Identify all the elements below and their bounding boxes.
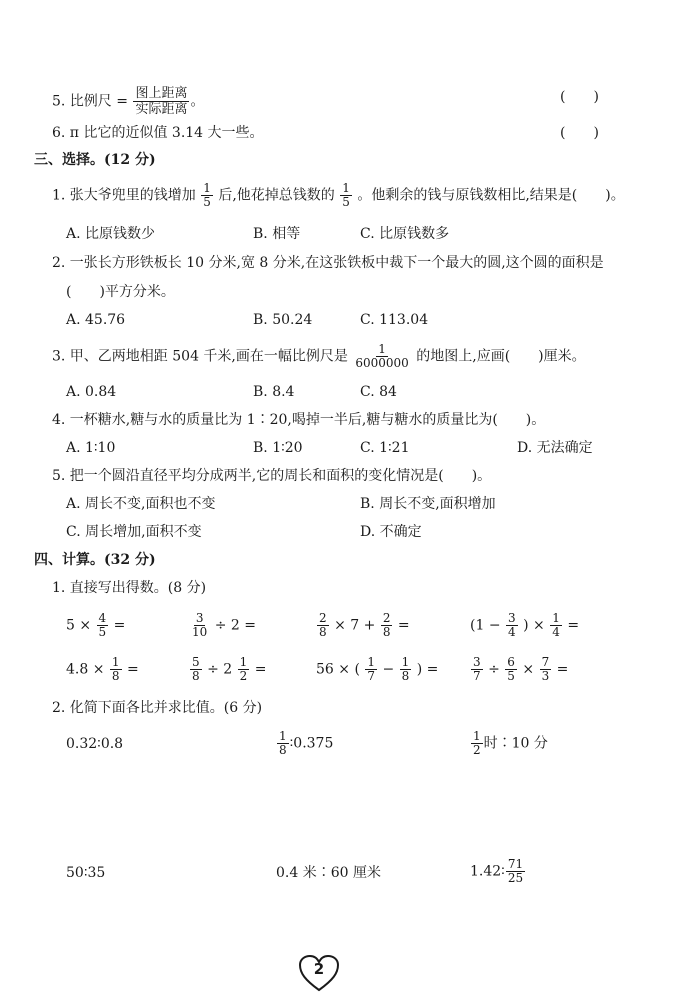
option-d[interactable]: D. 无法确定 xyxy=(517,440,593,456)
fraction: $\frac{1}{5}$ xyxy=(203,181,211,209)
calc-item: $\frac{3}{10}$ ÷ 2 = xyxy=(192,611,257,639)
choice-q4: 4. 一杯糖水,糖与水的质量比为 1∶20,喝掉一半后,糖与糖水的质量比为( )。 xyxy=(52,412,546,428)
page-number: 2 xyxy=(313,960,325,978)
fraction: $\frac{1}{7}$ xyxy=(367,655,376,683)
option-b[interactable]: B. 1∶20 xyxy=(253,440,303,456)
calc-item: 4.8 × $\frac{1}{8}$ = xyxy=(66,655,139,683)
judge-q5: 5. 比例尺 = $\frac{\text{图上距离}}{\text{实际距离}}$ 。 xyxy=(52,86,205,117)
option-d[interactable]: D. 不确定 xyxy=(360,524,422,540)
fraction: $\frac{4}{5}$ xyxy=(98,611,107,639)
fraction: $\frac{1}{8}$ xyxy=(111,655,120,683)
fraction: $\frac{3}{7}$ xyxy=(473,655,481,683)
judge-q6: 6. π 比它的近似值 3.14 大一些。 xyxy=(52,125,264,141)
ratio-item: 50∶35 xyxy=(66,865,106,881)
fraction: $\frac{2}{8}$ xyxy=(319,611,327,639)
section-title-calc: 四、计算。(32 分) xyxy=(34,552,156,568)
fraction: $\frac{7}{3}$ xyxy=(541,655,550,683)
option-c[interactable]: C. 周长增加,面积不变 xyxy=(66,524,202,540)
fraction: $\frac{2}{8}$ xyxy=(382,611,391,639)
fraction: $\frac{3}{10}$ xyxy=(192,611,208,639)
option-c[interactable]: C. 113.04 xyxy=(360,312,429,328)
fraction: $\frac{1}{4}$ xyxy=(552,611,560,639)
ratio-item: $\frac{1}{8}$ ∶0.375 xyxy=(279,729,334,757)
choice-q1: 1. 张大爷兜里的钱增加 $\frac{1}{5}$ 后,他花掉总钱数的 $\frac{1}{5}$ 。他剩余的钱与原钱数相比,结果是( )。 xyxy=(52,181,625,209)
calc-item: $\frac{5}{8}$ ÷ 2 $\frac{1}{2}$ = xyxy=(192,655,267,683)
answer-paren[interactable]: ( ) xyxy=(560,89,599,105)
calc-sub1: 1. 直接写出得数。(8 分) xyxy=(52,580,207,596)
choice-q3: 3. 甲、乙两地相距 504 千米,画在一幅比例尺是 $\frac{1}{6000000}$ 的地图上,应画( )厘米。 xyxy=(52,342,586,370)
choice-q2-line1: 2. 一张长方形铁板长 10 分米,宽 8 分米,在这张铁板中裁下一个最大的圆,这个圆的面积是 xyxy=(52,255,604,271)
answer-paren[interactable]: ( ) xyxy=(560,125,599,141)
calc-sub2: 2. 化简下面各比并求比值。(6 分) xyxy=(52,700,263,716)
fraction: $\frac{5}{8}$ xyxy=(192,655,200,683)
ratio-item: $\frac{1}{2}$ 时∶10 分 xyxy=(473,729,548,757)
fraction: $\frac{1}{2}$ xyxy=(473,729,481,757)
fraction: $\frac{1}{2}$ xyxy=(239,655,248,683)
option-a[interactable]: A. 45.76 xyxy=(66,312,126,328)
calc-item: $\frac{2}{8}$ × 7 + $\frac{2}{8}$ = xyxy=(319,611,410,639)
option-b[interactable]: B. 8.4 xyxy=(253,384,295,400)
option-b[interactable]: B. 50.24 xyxy=(253,312,313,328)
option-c[interactable]: C. 比原钱数多 xyxy=(360,226,450,242)
fraction: $\frac{71}{25}$ xyxy=(507,857,524,885)
fraction: $\frac{6}{5}$ xyxy=(507,655,515,683)
option-b[interactable]: B. 周长不变,面积增加 xyxy=(360,496,496,512)
option-c[interactable]: C. 84 xyxy=(360,384,397,400)
fraction: $\frac{3}{4}$ xyxy=(508,611,516,639)
section-title-choice: 三、选择。(12 分) xyxy=(34,152,156,168)
ratio-item: 1.42∶ $\frac{71}{25}$ xyxy=(470,857,524,885)
fraction: $\frac{1}{8}$ xyxy=(279,729,287,757)
ratio-item: 0.4 米∶60 厘米 xyxy=(276,865,381,881)
choice-q5: 5. 把一个圆沿直径平均分成两半,它的周长和面积的变化情况是( )。 xyxy=(52,468,492,484)
fraction: $\frac{1}{6000000}$ xyxy=(355,342,409,370)
calc-item: 56 × ( $\frac{1}{7}$ − $\frac{1}{8}$ ) = xyxy=(316,655,439,683)
option-b[interactable]: B. 相等 xyxy=(253,226,301,242)
ratio-item: 0.32∶0.8 xyxy=(66,736,124,752)
fraction: $\frac{1}{5}$ xyxy=(342,181,350,209)
option-a[interactable]: A. 1∶10 xyxy=(66,440,116,456)
option-a[interactable]: A. 比原钱数少 xyxy=(66,226,156,242)
fraction: $\frac{1}{8}$ xyxy=(401,655,410,683)
fraction: $\frac{\text{图上距离}}{\text{实际距离}}$ xyxy=(135,86,188,117)
choice-q2-line2: ( )平方分米。 xyxy=(66,284,175,300)
calc-item: 5 × $\frac{4}{5}$ = xyxy=(66,611,126,639)
calc-item: $\frac{3}{7}$ ÷ $\frac{6}{5}$ × $\frac{7}{3}$ = xyxy=(473,655,569,683)
option-c[interactable]: C. 1∶21 xyxy=(360,440,410,456)
option-a[interactable]: A. 周长不变,面积也不变 xyxy=(66,496,216,512)
calc-item: (1 − $\frac{3}{4}$ ) × $\frac{1}{4}$ = xyxy=(470,611,580,639)
option-a[interactable]: A. 0.84 xyxy=(66,384,117,400)
